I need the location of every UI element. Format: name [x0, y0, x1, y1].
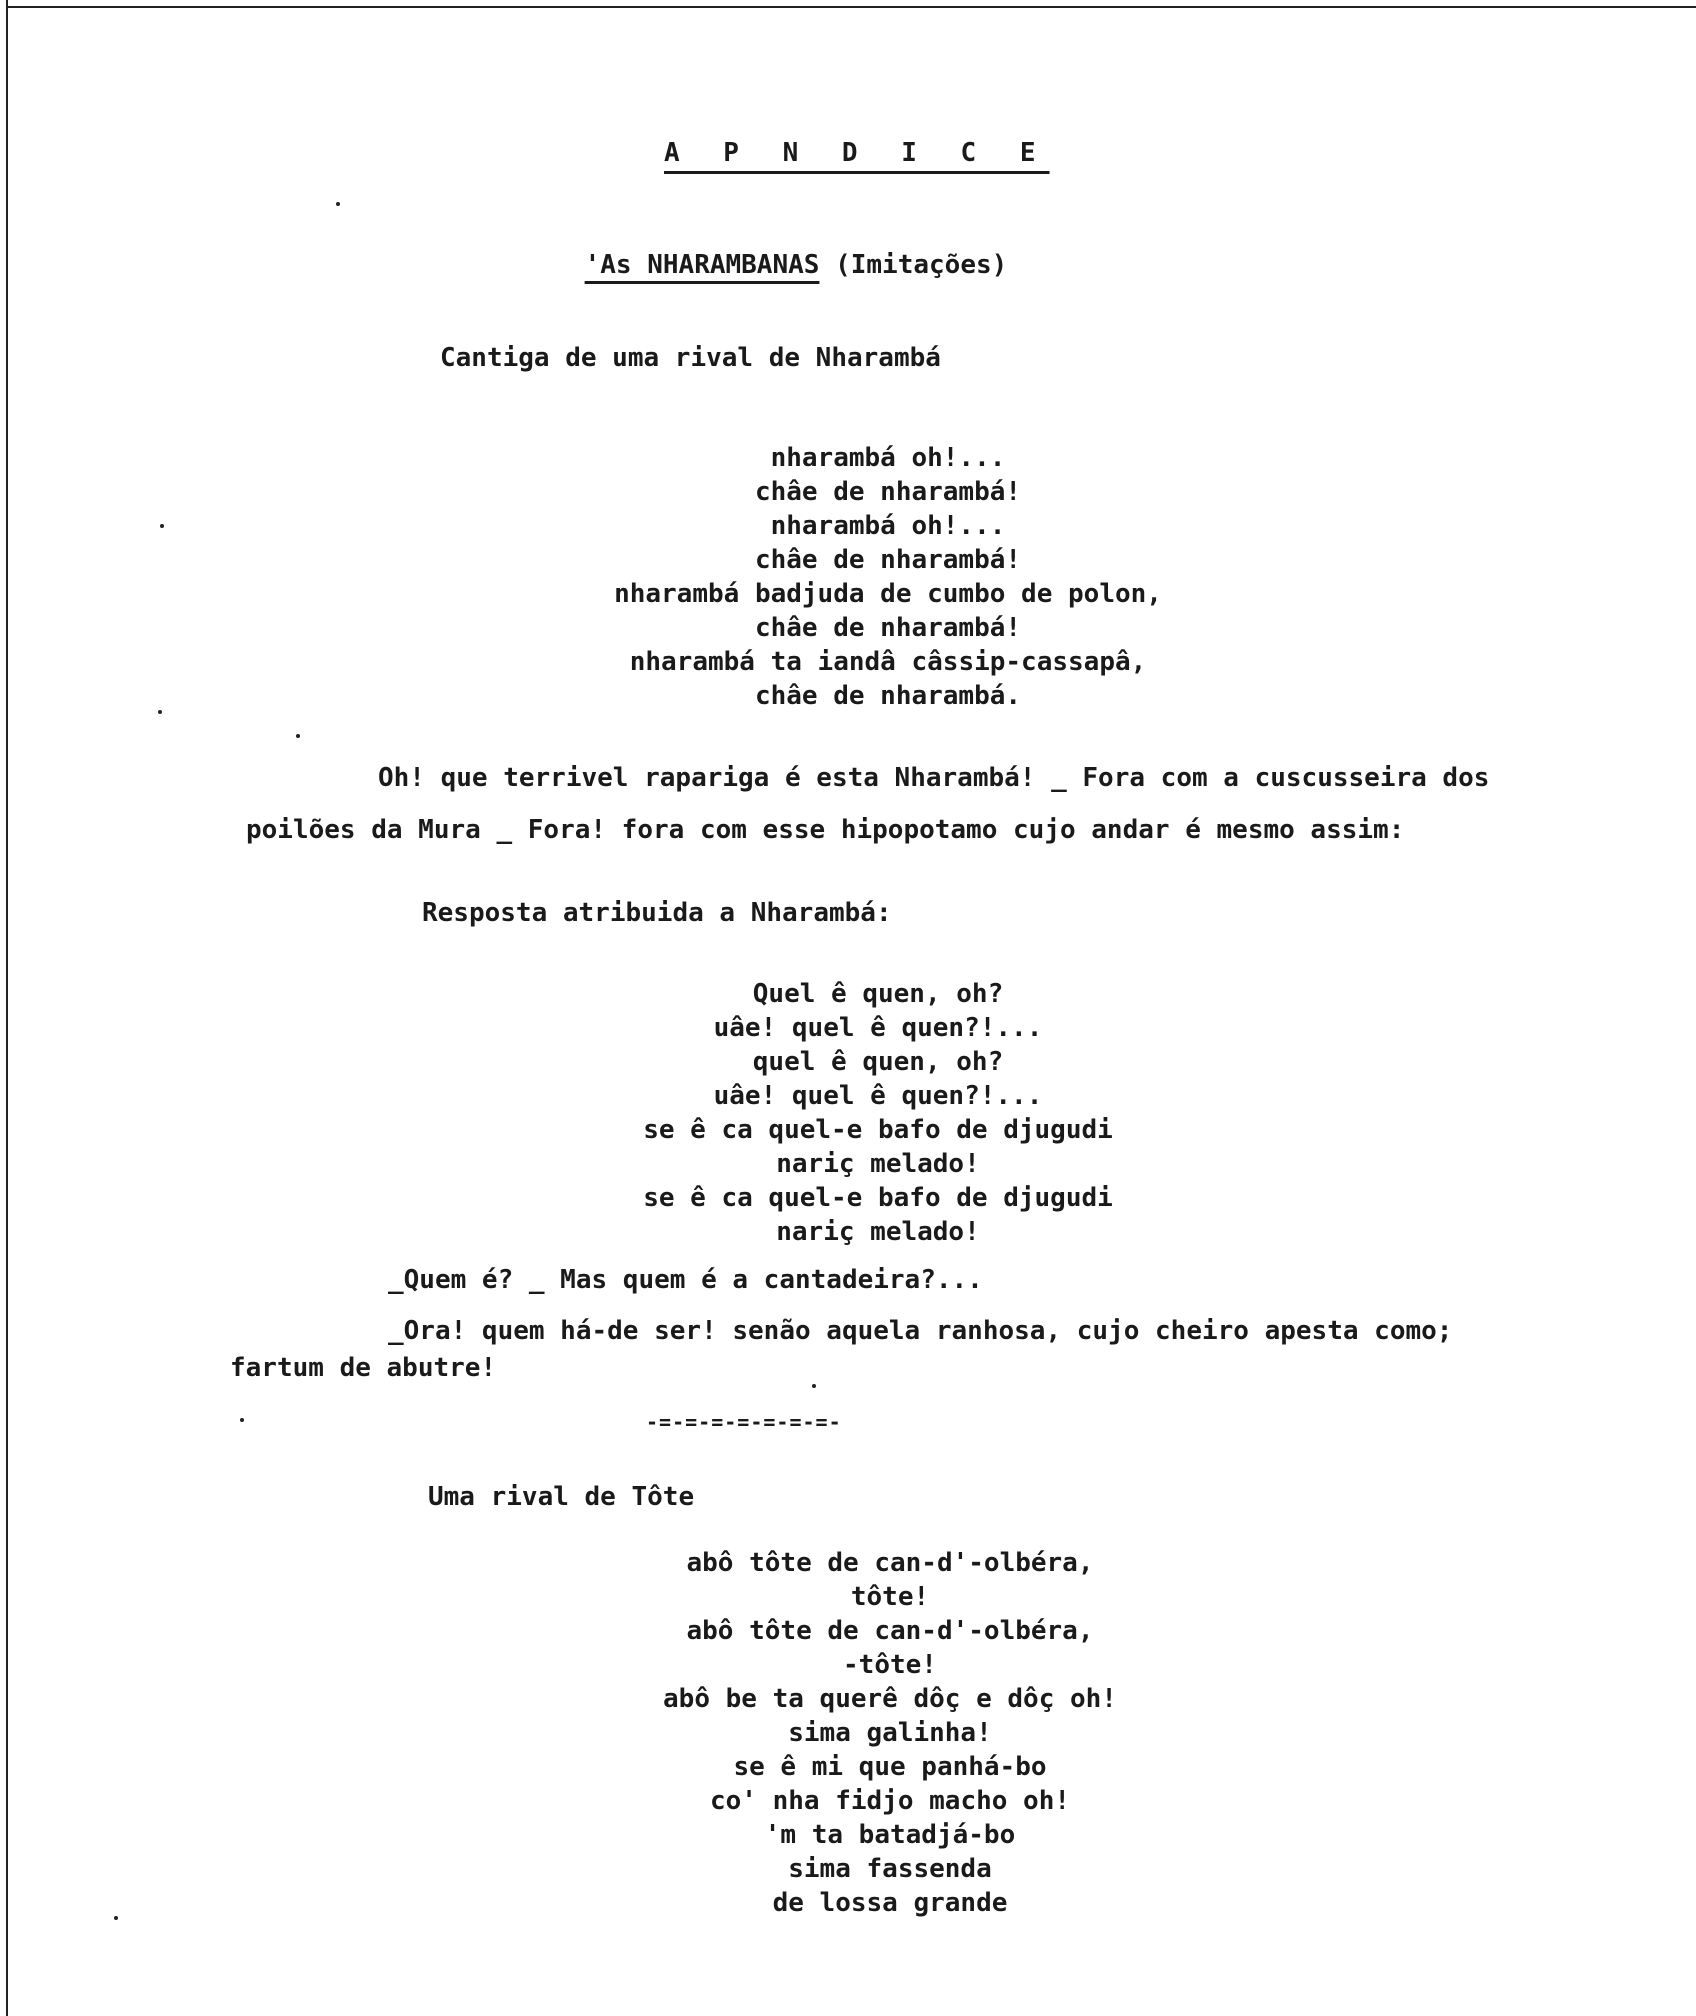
scan-speck: [114, 1916, 118, 1920]
verse-line: -tôte!: [843, 1650, 937, 1680]
verse-line: abô tôte de can-d'-olbéra,: [686, 1548, 1094, 1578]
scan-speck: [240, 1418, 244, 1422]
verse-line: nariç melado!: [776, 1149, 980, 1179]
verse-block-3: [0, 1546, 1696, 1920]
verse-line: châe de nharambá.: [754, 681, 1022, 711]
verse-line: châe de nharambá!: [754, 613, 1022, 643]
scan-speck: [160, 524, 164, 528]
verse-block-1: [0, 441, 1696, 713]
dialogue-answer-line: _Ora! quem há-de ser! senão aquela ranhosa, cujo cheiro apesta como;: [388, 1316, 1453, 1346]
verse-line: quel ê quen, oh?: [752, 1047, 1004, 1077]
prose-line: poilões da Mura _ Fora! fora com esse hipopotamo cujo andar é mesmo assim:: [246, 815, 1405, 845]
verse-line: de lossa grande: [772, 1888, 1008, 1918]
scan-speck: [336, 202, 340, 206]
verse-line: 'm ta batadjá-bo: [764, 1820, 1016, 1850]
verse-line: abô be ta querê dôç e dôç oh!: [663, 1684, 1117, 1714]
dialogue-answer-line: fartum de abutre!: [230, 1353, 497, 1383]
scan-speck: [296, 734, 300, 738]
subtitle-underlined: 'As NHARAMBANAS: [584, 250, 820, 280]
verse-block-2: [0, 977, 1696, 1249]
verse-line: uâe! quel ê quen?!...: [713, 1081, 1043, 1111]
verse-line: nariç melado!: [776, 1217, 980, 1247]
verse-line: sima galinha!: [788, 1718, 992, 1748]
verse-line: tôte!: [850, 1582, 930, 1612]
scan-speck: [812, 1384, 816, 1388]
section-heading-3: Uma rival de Tôte: [428, 1482, 695, 1512]
verse-line: abô tôte de can-d'-olbéra,: [686, 1616, 1094, 1646]
verse-line: se ê ca quel-e bafo de djugudi: [643, 1115, 1113, 1145]
prose-line: Oh! que terrivel rapariga é esta Nharambá! _ Fora com a cuscusseira dos: [378, 763, 1490, 793]
verse-line: se ê ca quel-e bafo de djugudi: [643, 1183, 1113, 1213]
verse-line: châe de nharambá!: [754, 545, 1022, 575]
verse-line: sima fassenda: [788, 1854, 992, 1884]
subtitle: [522, 226, 1007, 304]
section-heading-1: Cantiga de uma rival de Nharambá: [440, 343, 941, 373]
verse-line: nharambá ta iandâ câssip-cassapâ,: [629, 647, 1147, 677]
subtitle-rest: (Imitações): [819, 250, 1008, 280]
section-heading-2: Resposta atribuida a Nharambá:: [422, 898, 892, 928]
verse-line: uâe! quel ê quen?!...: [713, 1013, 1043, 1043]
verse-line: nharambá badjuda de cumbo de polon,: [614, 579, 1162, 609]
section-divider: -=-=-=-=-=-=-=-: [646, 1410, 842, 1434]
scan-speck: [158, 710, 162, 714]
verse-line: Quel ê quen, oh?: [752, 979, 1004, 1009]
page-title: A P N D I C E: [664, 138, 1050, 168]
verse-line: châe de nharambá!: [754, 477, 1022, 507]
verse-line: co' nha fidjo macho oh!: [709, 1786, 1071, 1816]
verse-line: nharambá oh!...: [770, 511, 1006, 541]
dialogue-question: _Quem é? _ Mas quem é a cantadeira?...: [388, 1265, 983, 1295]
scan-border-top: [6, 6, 1696, 8]
verse-line: nharambá oh!...: [770, 443, 1006, 473]
verse-line: se ê mi que panhá-bo: [733, 1752, 1047, 1782]
